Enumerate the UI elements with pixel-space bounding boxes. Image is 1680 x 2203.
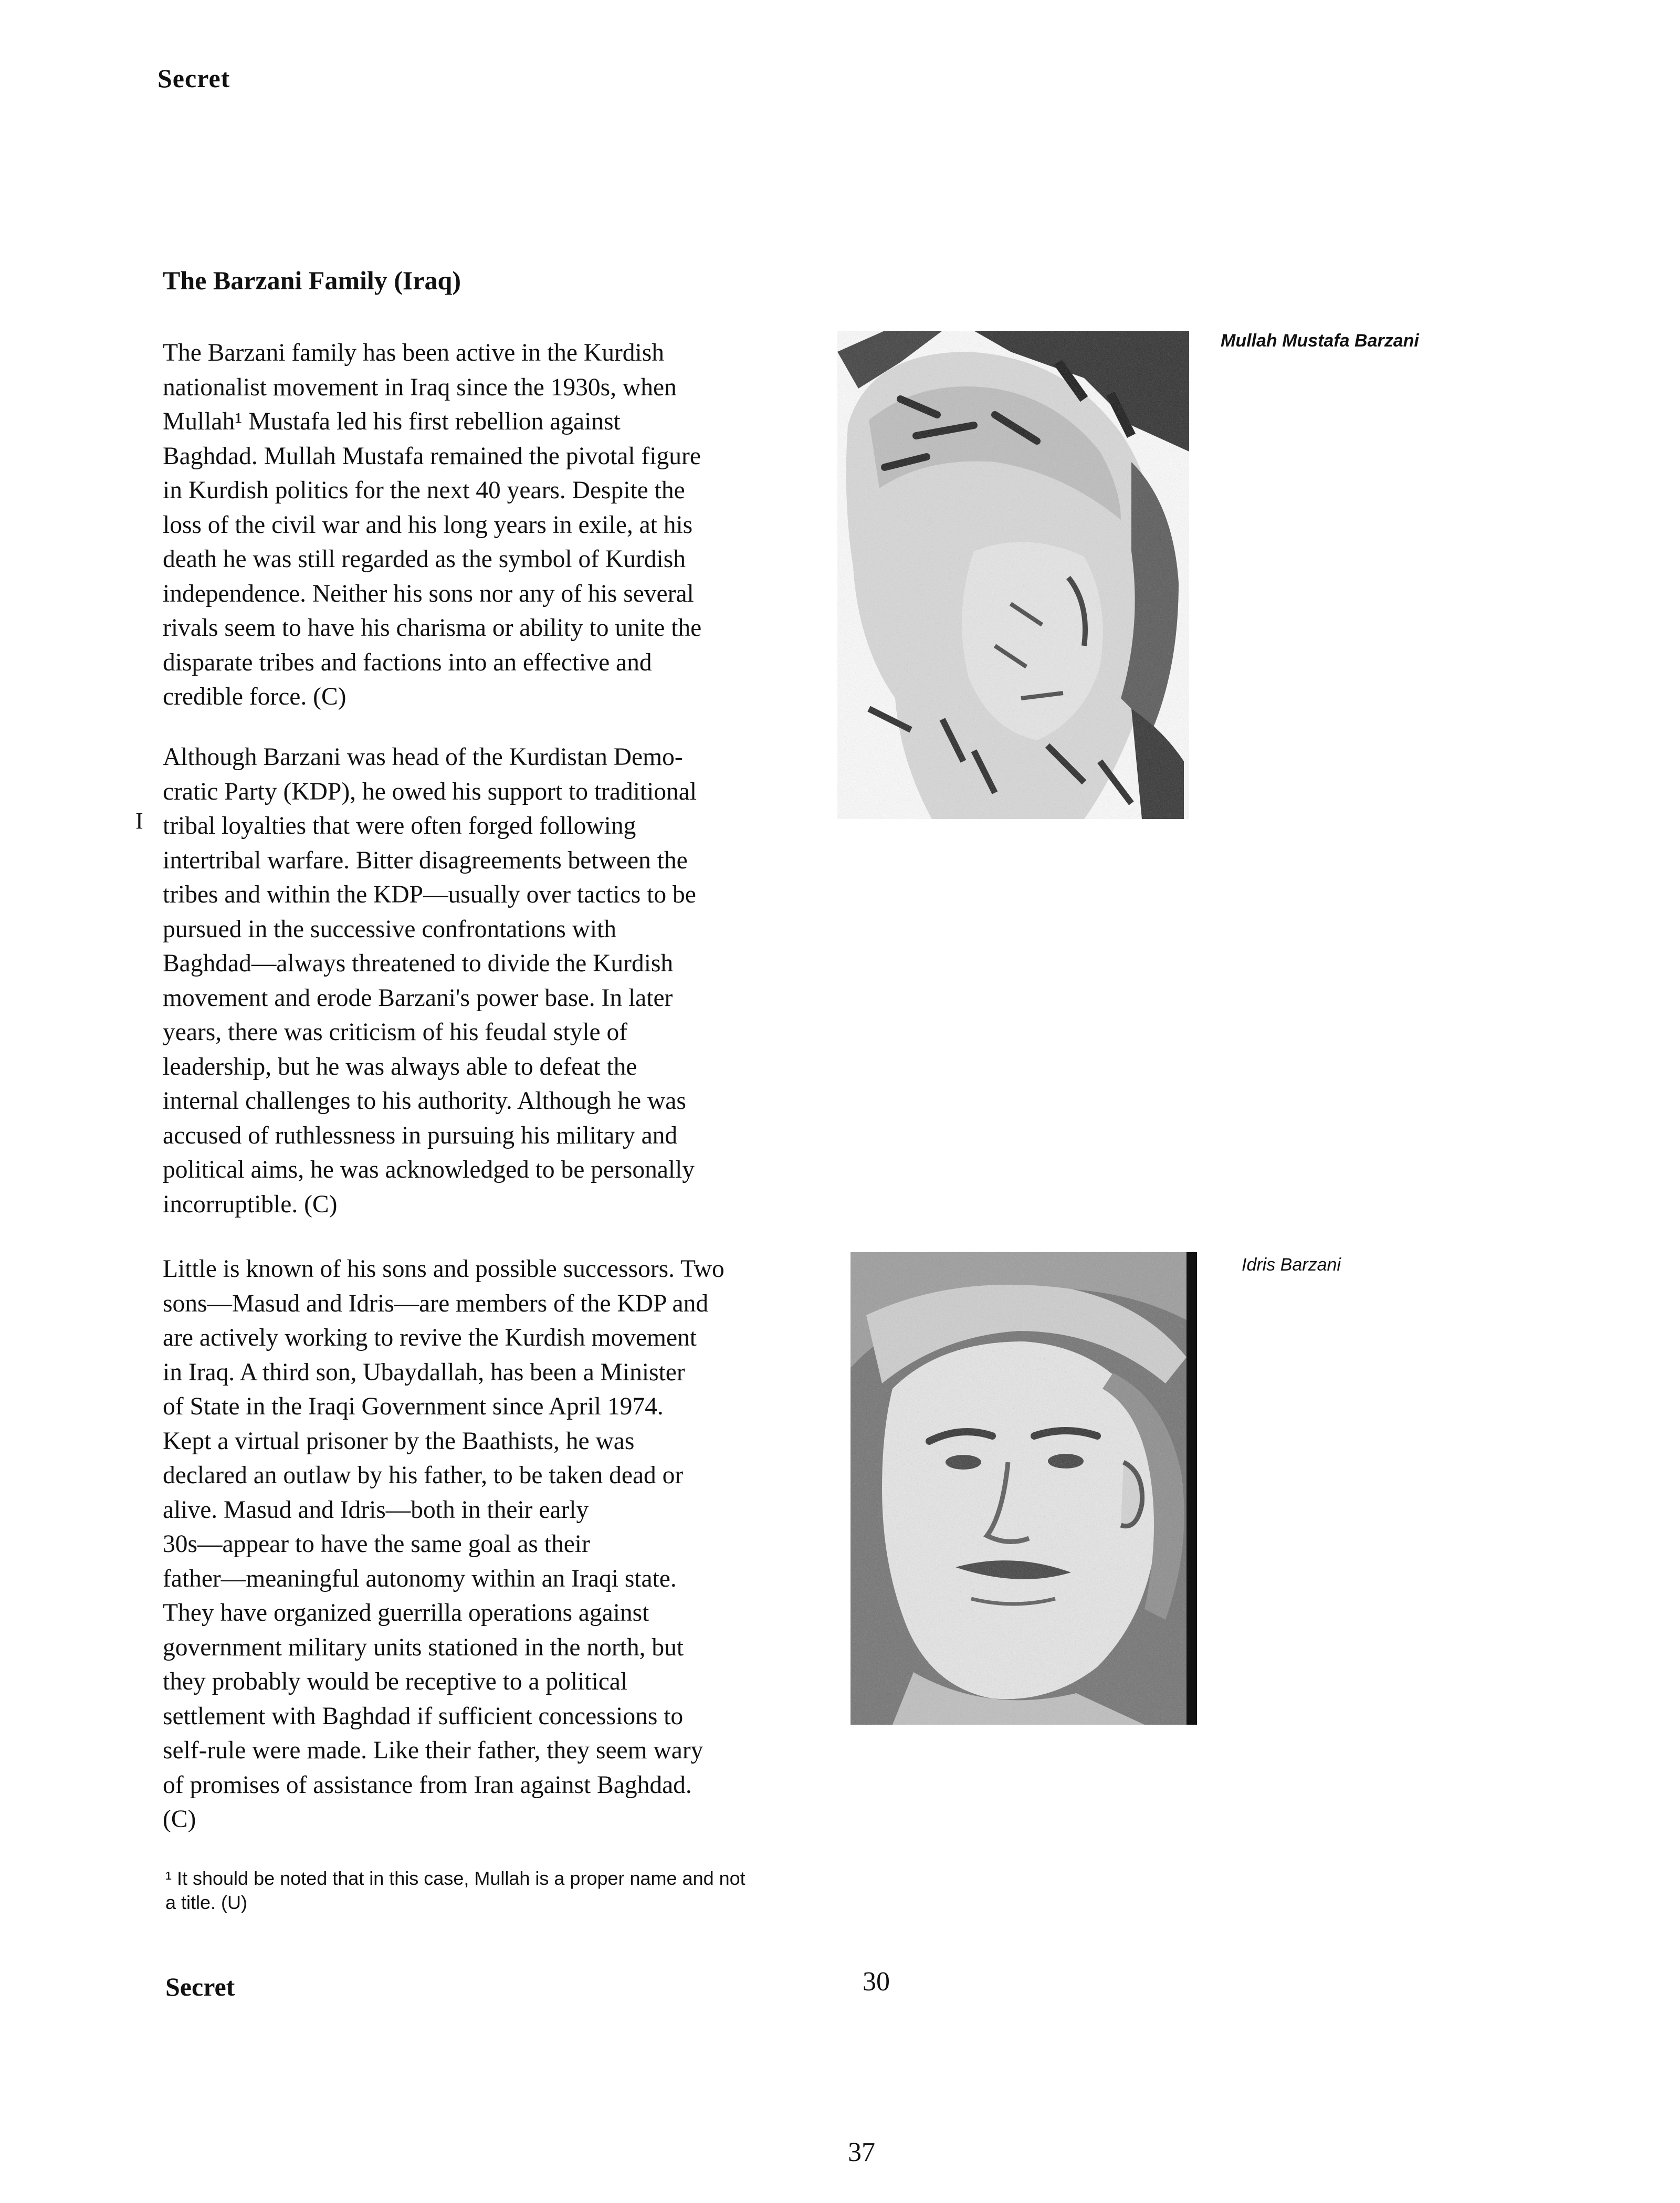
text-line: in Iraq. A third son, Ubaydallah, has been a Minister [163,1358,685,1386]
text-line: they probably would be receptive to a political [163,1668,628,1695]
text-line: leadership, but he was always able to defeat the [163,1053,637,1080]
text-line: tribes and within the KDP—usually over tactics to be [163,881,696,908]
text-line: Kept a virtual prisoner by the Baathists, he was [163,1427,635,1455]
text-line: of promises of assistance from Iran against Baghdad. [163,1771,692,1799]
text-line: death he was still regarded as the symbol of Kurdish [163,545,686,573]
text-line: Little is known of his sons and possible successors. Two [163,1255,724,1283]
photo-caption-idris: Idris Barzani [1242,1255,1341,1275]
paragraph-1 [163,336,845,715]
portrait-image [837,331,1189,819]
margin-mark: I [135,808,143,834]
text-line: declared an outlaw by his father, to be taken dead or [163,1462,684,1489]
paragraph-3 [163,1252,845,1837]
footnote [165,1866,848,1915]
text-line: movement and erode Barzani's power base. In later [163,984,673,1012]
text-line: The Barzani family has been active in the Kurdish [163,339,664,366]
text-line: credible force. (C) [163,683,346,710]
text-line: Baghdad—always threatened to divide the Kurdish [163,950,674,977]
text-line: cratic Party (KDP), he owed his support to traditional [163,778,697,805]
section-title: The Barzani Family (Iraq) [163,266,461,295]
text-line: Mullah¹ Mustafa led his first rebellion against [163,408,621,435]
text-line: self-rule were made. Like their father, they seem wary [163,1737,704,1764]
photo-caption-mullah-mustafa: Mullah Mustafa Barzani [1221,331,1419,351]
text-line: pursued in the successive confrontations with [163,915,617,943]
text-line: independence. Neither his sons nor any of his several [163,580,694,607]
text-line: internal challenges to his authority. Although he was [163,1087,686,1115]
text-line: are actively working to revive the Kurdish movement [163,1324,697,1351]
text-line: nationalist movement in Iraq since the 1930s, when [163,373,677,401]
text-line: accused of ruthlessness in pursuing his military and [163,1121,678,1149]
text-line: political aims, he was acknowledged to be personally [163,1156,695,1183]
text-line: disparate tribes and factions into an effective and [163,648,652,676]
portrait-photo-idris [850,1252,1197,1725]
page-number: 30 [863,1967,890,1997]
bottom-classification-marking: Secret [165,1972,235,2001]
text-line: in Kurdish politics for the next 40 years. Despite the [163,477,685,504]
text-line: Baghdad. Mullah Mustafa remained the pivotal figure [163,442,701,470]
paragraph-2 [163,740,845,1222]
text-line: father—meaningful autonomy within an Iraqi state. [163,1565,677,1592]
text-line: of State in the Iraqi Government since April 1974. [163,1393,664,1420]
text-line: tribal loyalties that were often forged following [163,812,636,840]
text-line: government military units stationed in the north, but [163,1633,684,1661]
text-line: intertribal warfare. Bitter disagreements between the [163,846,688,874]
text-line: Although Barzani was head of the Kurdistan Demo- [163,743,683,771]
text-line: rivals seem to have his charisma or ability to unite the [163,614,702,642]
footnote-line: a title. (U) [165,1892,248,1913]
text-line: (C) [163,1806,196,1833]
text-line: alive. Masud and Idris—both in their early [163,1496,589,1524]
portrait-image [850,1252,1197,1725]
text-line: sons—Masud and Idris—are members of the KDP and [163,1289,709,1317]
text-line: settlement with Baghdad if sufficient concessions to [163,1702,684,1730]
footnote-line: ¹ It should be noted that in this case, Mullah is a proper name and not [165,1868,746,1889]
text-line: incorruptible. (C) [163,1190,338,1218]
text-line: They have organized guerrilla operations against [163,1599,649,1627]
text-line: years, there was criticism of his feudal style of [163,1019,628,1046]
text-line: 30s—appear to have the same goal as their [163,1530,590,1558]
text-line: loss of the civil war and his long years in exile, at his [163,511,693,539]
scan-page-number: 37 [848,2137,875,2167]
portrait-photo-mullah-mustafa [837,331,1189,819]
top-classification-marking: Secret [158,64,230,93]
